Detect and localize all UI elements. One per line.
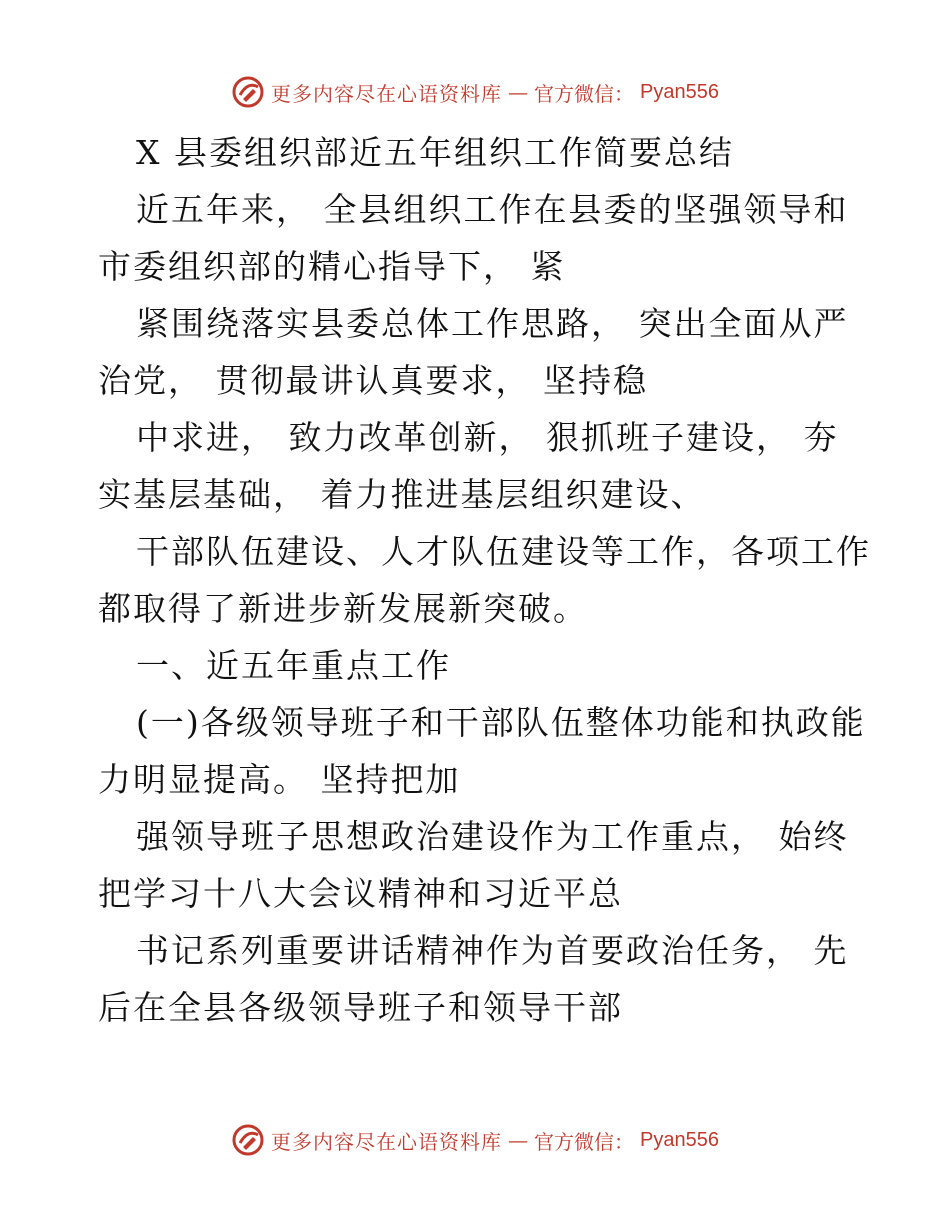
body-line: 都取得了新进步新发展新突破。	[98, 589, 588, 628]
body-line: 后在全县各级领导班子和领导干部	[98, 988, 623, 1027]
body-line: (一)各级领导班子和干部队伍整体功能和执政能	[136, 703, 866, 742]
watermark-dash: —	[508, 1128, 529, 1152]
watermark-dash: —	[508, 80, 529, 104]
body-line: 书记系列重要讲话精神作为首要政治任务， 先	[136, 931, 849, 970]
logo-icon	[231, 75, 265, 109]
watermark-id: Pyan556	[640, 80, 719, 103]
body-line: 把学习十八大会议精神和习近平总	[98, 874, 623, 913]
document-body	[98, 124, 871, 1036]
body-line: 近五年来， 全县组织工作在县委的坚强领导和	[136, 190, 849, 229]
section-heading: 一、近五年重点工作	[136, 646, 451, 685]
body-line: 强领导班子思想政治建设作为工作重点， 始终	[136, 817, 849, 856]
body-line: 力明显提高。 坚持把加	[98, 760, 461, 799]
body-line: 中求进， 致力改革创新， 狠抓班子建设， 夯	[136, 418, 839, 457]
body-line: X 县委组织部近五年组织工作简要总结	[136, 133, 734, 172]
body-line: 市委组织部的精心指导下， 紧	[98, 247, 566, 286]
watermark-text: 更多内容尽在心语资料库	[271, 81, 503, 106]
body-line: 治党， 贯彻最讲认真要求， 坚持稳	[98, 361, 648, 400]
watermark-text: 更多内容尽在心语资料库	[271, 1129, 503, 1154]
body-line: 干部队伍建设、人才队伍建设等工作，各项工作	[136, 532, 871, 571]
logo-icon	[231, 1123, 265, 1157]
watermark-id: Pyan556	[640, 1128, 719, 1151]
watermark-label: 官方微信：	[534, 81, 635, 106]
footer-watermark	[0, 1120, 950, 1160]
body-line: 实基层基础， 着力推进基层组织建设、	[98, 475, 706, 514]
header-watermark	[0, 72, 950, 112]
body-line: 紧围绕落实县委总体工作思路， 突出全面从严	[136, 304, 849, 343]
watermark-label: 官方微信：	[534, 1129, 635, 1154]
